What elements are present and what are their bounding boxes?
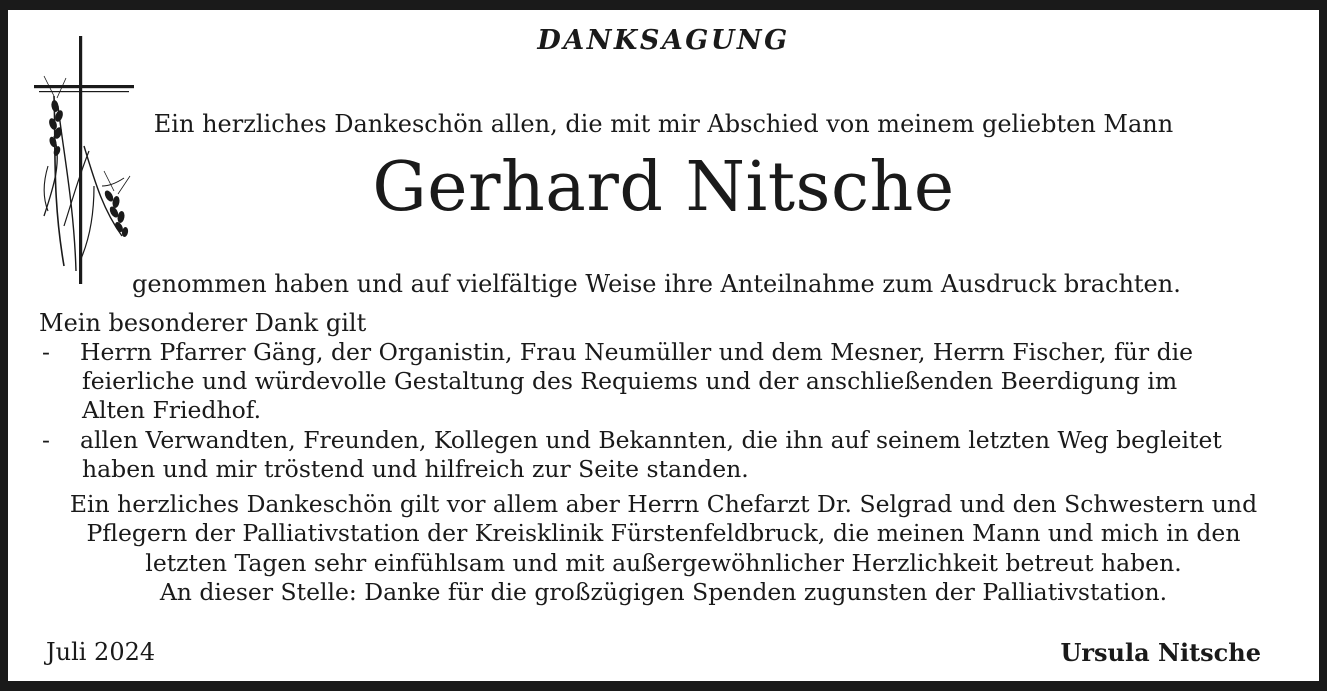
closing-line: Ein herzliches Dankeschön gilt vor allem aber Herrn Chefarzt Dr. Selgrad und den Schwestern und [69, 490, 1258, 518]
bullet-dash: - [42, 338, 50, 366]
bullet-line: haben und mir tröstend und hilfreich zur Seite standen. [82, 455, 749, 483]
signature: Ursula Nitsche [1060, 638, 1261, 667]
bullet-line: Herrn Pfarrer Gäng, der Organistin, Frau Neumüller und dem Mesner, Herrn Fischer, für die [80, 338, 1194, 366]
dank-lead: Mein besonderer Dank gilt [39, 309, 367, 337]
intro-text: Ein herzliches Dankeschön allen, die mit mir Abschied von meinem geliebten Mann [153, 110, 1174, 138]
bullet-line: Alten Friedhof. [82, 396, 262, 424]
notice-heading: DANKSAGUNG [537, 25, 790, 56]
bullet-line: allen Verwandten, Freunden, Kollegen und Bekannten, die ihn auf seinem letzten Weg begleitet [80, 426, 1222, 454]
deceased-name: Gerhard Nitsche [372, 148, 955, 227]
bullet-dash: - [42, 426, 50, 454]
line-after-name: genommen haben und auf vielfältige Weise ihre Anteilnahme zum Ausdruck brachten. [132, 270, 1181, 298]
closing-line: Pflegern der Palliativstation der Kreisklinik Fürstenfeldbruck, die meinen Mann und mich in den [86, 519, 1241, 547]
notice-date: Juli 2024 [46, 638, 156, 666]
closing-line: letzten Tagen sehr einfühlsam und mit außergewöhnlicher Herzlichkeit betreut haben. [145, 549, 1182, 577]
intro-line [0, 110, 1327, 138]
bullet-line: feierliche und würdevolle Gestaltung des Requiems und der anschließenden Beerdigung im [82, 367, 1178, 395]
closing-line: An dieser Stelle: Danke für die großzügigen Spenden zugunsten der Palliativstation. [159, 578, 1168, 606]
